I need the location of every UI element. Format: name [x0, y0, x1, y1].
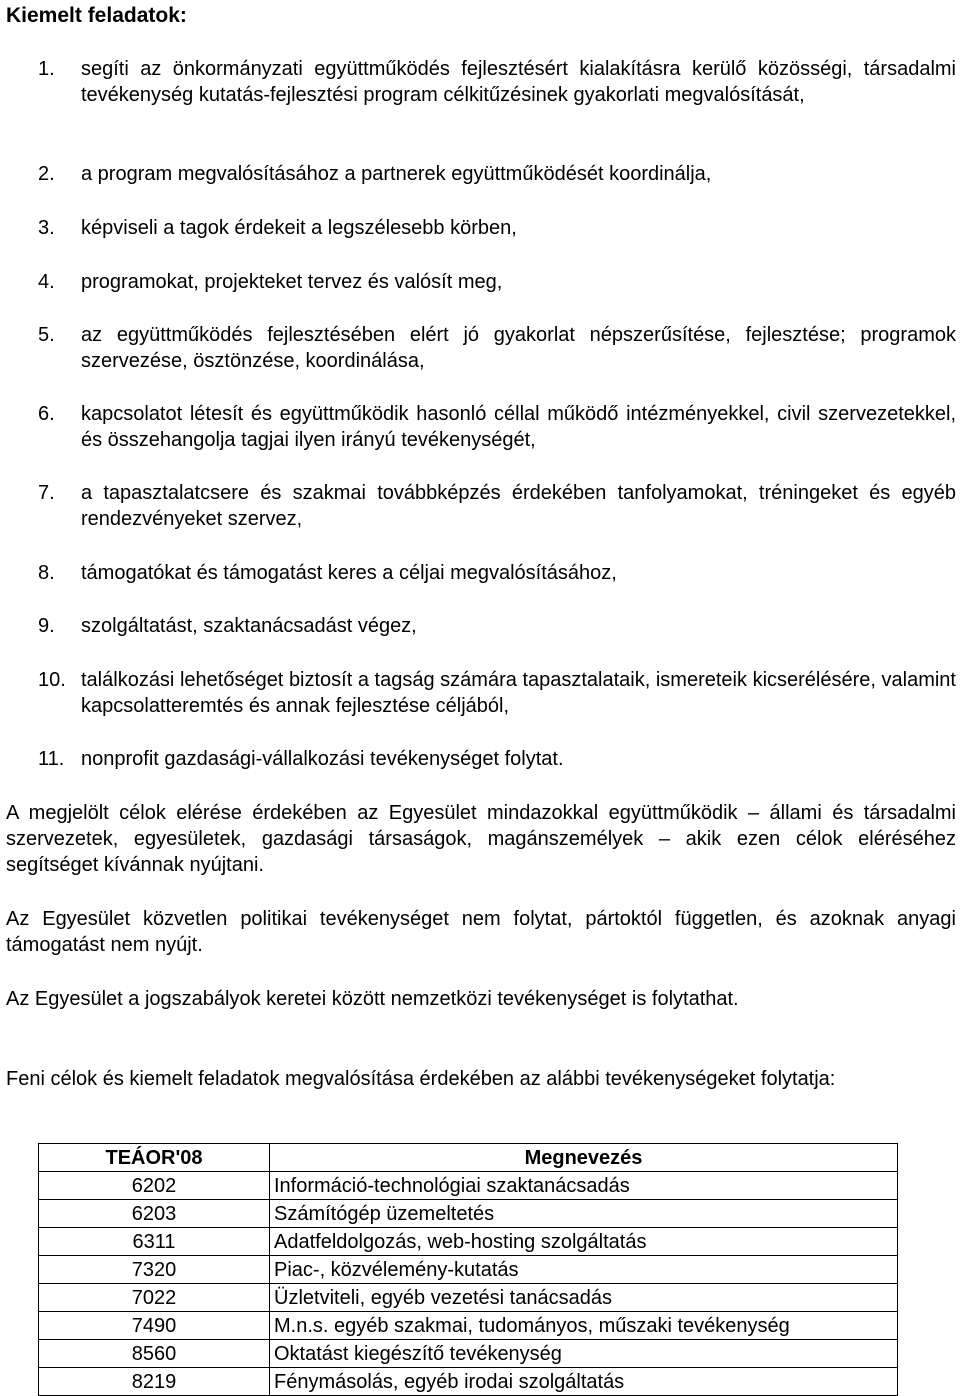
task-item: [6, 56, 956, 108]
activity-name-cell: Számítógép üzemeltetés: [270, 1200, 898, 1228]
task-item: [6, 560, 956, 586]
table-row: [39, 1312, 898, 1340]
task-item: [6, 215, 956, 241]
task-item: [6, 322, 956, 374]
task-number: 11.: [38, 748, 65, 770]
table-row: [39, 1228, 898, 1256]
task-item: [6, 667, 956, 719]
task-text: találkozási lehetőséget biztosít a tagság számára tapasztalataik, ismereteik kicserélésére, valamint kapcsolatteremtés és annak fejlesztése céljából,: [81, 669, 956, 717]
task-item: [6, 746, 956, 772]
teaor-code-cell: 7022: [39, 1284, 270, 1312]
activities-table: [38, 1143, 898, 1396]
table-header-row: [39, 1144, 898, 1172]
task-item: [6, 480, 956, 532]
task-text: a program megvalósításához a partnerek együttműködését koordinálja,: [81, 163, 712, 185]
table-row: [39, 1340, 898, 1368]
table-row: [39, 1200, 898, 1228]
teaor-code-cell: 7490: [39, 1312, 270, 1340]
task-text: támogatókat és támogatást keres a céljai megvalósításához,: [81, 562, 617, 584]
task-number: 10.: [38, 669, 66, 691]
activity-name-cell: Piac-, közvélemény-kutatás: [270, 1256, 898, 1284]
task-number: 6.: [38, 403, 55, 425]
task-number: 1.: [38, 58, 55, 80]
table-row: [39, 1284, 898, 1312]
task-number: 8.: [38, 562, 55, 584]
task-text: a tapasztalatcsere és szakmai továbbképzés érdekében tanfolyamokat, tréningeket és egyéb rendezvényeket szervez,: [81, 482, 956, 530]
section-heading: Kiemelt feladatok:: [6, 4, 187, 27]
task-number: 3.: [38, 217, 55, 239]
task-item: [6, 401, 956, 453]
task-item: [6, 613, 956, 639]
task-text: az együttműködés fejlesztésében elért jó gyakorlat népszerűsítése, fejlesztése; programok szervezése, ösztönzése, koordinálása,: [81, 324, 956, 372]
paragraph-international: Az Egyesület a jogszabályok keretei között nemzetközi tevékenységet is folytathat.: [6, 988, 739, 1010]
activity-name-cell: M.n.s. egyéb szakmai, tudományos, műszaki tevékenység: [270, 1312, 898, 1340]
activity-name-cell: Információ-technológiai szaktanácsadás: [270, 1172, 898, 1200]
teaor-code-cell: 8219: [39, 1368, 270, 1396]
paragraph-activities-intro: Feni célok és kiemelt feladatok megvalósítása érdekében az alábbi tevékenységeket folytatja:: [6, 1068, 836, 1090]
activity-name-cell: Fénymásolás, egyéb irodai szolgáltatás: [270, 1368, 898, 1396]
task-text: nonprofit gazdasági-vállalkozási tevékenységet folytat.: [81, 748, 564, 770]
table-row: [39, 1256, 898, 1284]
teaor-code-cell: 7320: [39, 1256, 270, 1284]
paragraph-political: Az Egyesület közvetlen politikai tevékenységet nem folytat, pártoktól független, és azoknak anyagi támogatást nem nyújt.: [6, 908, 956, 956]
teaor-code-cell: 6202: [39, 1172, 270, 1200]
column-header-code: TEÁOR'08: [39, 1144, 270, 1172]
task-number: 5.: [38, 324, 55, 346]
task-text: szolgáltatást, szaktanácsadást végez,: [81, 615, 417, 637]
teaor-code-cell: 8560: [39, 1340, 270, 1368]
task-text: képviseli a tagok érdekeit a legszélesebb körben,: [81, 217, 517, 239]
table-row: [39, 1368, 898, 1396]
task-item: [6, 269, 956, 295]
task-text: kapcsolatot létesít és együttműködik hasonló céllal működő intézményekkel, civil szervezetekkel, és összehangolja tagjai ilyen irányú tevékenységét,: [81, 403, 956, 451]
activity-name-cell: Oktatást kiegészítő tevékenység: [270, 1340, 898, 1368]
task-number: 2.: [38, 163, 55, 185]
task-item: [6, 161, 956, 187]
teaor-code-cell: 6311: [39, 1228, 270, 1256]
activity-name-cell: Adatfeldolgozás, web-hosting szolgáltatás: [270, 1228, 898, 1256]
table-row: [39, 1172, 898, 1200]
task-text: programokat, projekteket tervez és valósít meg,: [81, 271, 503, 293]
column-header-name: Megnevezés: [270, 1144, 898, 1172]
activity-name-cell: Üzletviteli, egyéb vezetési tanácsadás: [270, 1284, 898, 1312]
task-number: 7.: [38, 482, 55, 504]
task-number: 9.: [38, 615, 55, 637]
teaor-code-cell: 6203: [39, 1200, 270, 1228]
task-text: segíti az önkormányzati együttműködés fejlesztésért kialakításra kerülő közösségi, társadalmi tevékenység kutatás-fejlesztési program célkitűzésinek gyakorlati megvalósítását,: [81, 58, 956, 106]
paragraph-cooperation: A megjelölt célok elérése érdekében az Egyesület mindazokkal együttműködik – állami és társadalmi szervezetek, egyesületek, gazdasági társaságok, magánszemélyek – akik ezen célok eléréséhez segítséget kívánnak nyújtani.: [6, 802, 956, 876]
task-number: 4.: [38, 271, 55, 293]
